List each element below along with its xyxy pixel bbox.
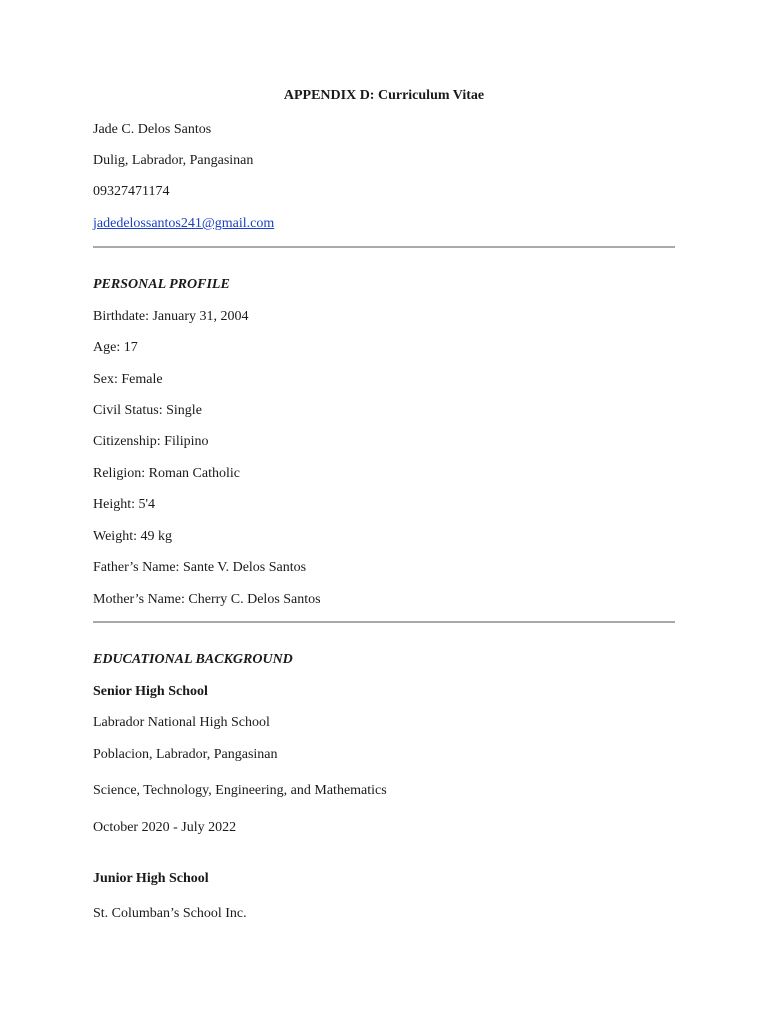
profile-citizenship: Citizenship: Filipino: [93, 434, 209, 449]
profile-birthdate: Birthdate: January 31, 2004: [93, 309, 249, 324]
profile-sex: Sex: Female: [93, 372, 163, 387]
personal-profile-heading: PERSONAL PROFILE: [93, 277, 230, 292]
senior-high-school-name: Labrador National High School: [93, 715, 270, 730]
senior-high-location: Poblacion, Labrador, Pangasinan: [93, 747, 278, 762]
senior-high-label: Senior High School: [93, 684, 208, 699]
profile-height: Height: 5'4: [93, 497, 156, 512]
profile-fathers-name: Father’s Name: Sante V. Delos Santos: [93, 560, 307, 575]
senior-high-strand: Science, Technology, Engineering, and Mathematics: [93, 783, 387, 798]
contact-phone: 09327471174: [93, 184, 170, 199]
profile-age: Age: 17: [93, 340, 138, 355]
education-heading: EDUCATIONAL BACKGROUND: [93, 652, 293, 667]
profile-religion: Religion: Roman Catholic: [93, 466, 240, 481]
contact-email-link[interactable]: jadedelossantos241@gmail.com: [93, 216, 275, 231]
junior-high-school-name: St. Columban’s School Inc.: [93, 906, 247, 921]
document-title: APPENDIX D: Curriculum Vitae: [283, 88, 485, 103]
contact-address: Dulig, Labrador, Pangasinan: [93, 153, 254, 168]
profile-weight: Weight: 49 kg: [93, 529, 172, 544]
section-divider: [93, 621, 675, 623]
profile-civil-status: Civil Status: Single: [93, 403, 202, 418]
section-divider: [93, 246, 675, 248]
senior-high-dates: October 2020 - July 2022: [93, 820, 237, 835]
profile-mothers-name: Mother’s Name: Cherry C. Delos Santos: [93, 592, 321, 607]
contact-name: Jade C. Delos Santos: [93, 122, 212, 137]
junior-high-label: Junior High School: [93, 871, 209, 886]
